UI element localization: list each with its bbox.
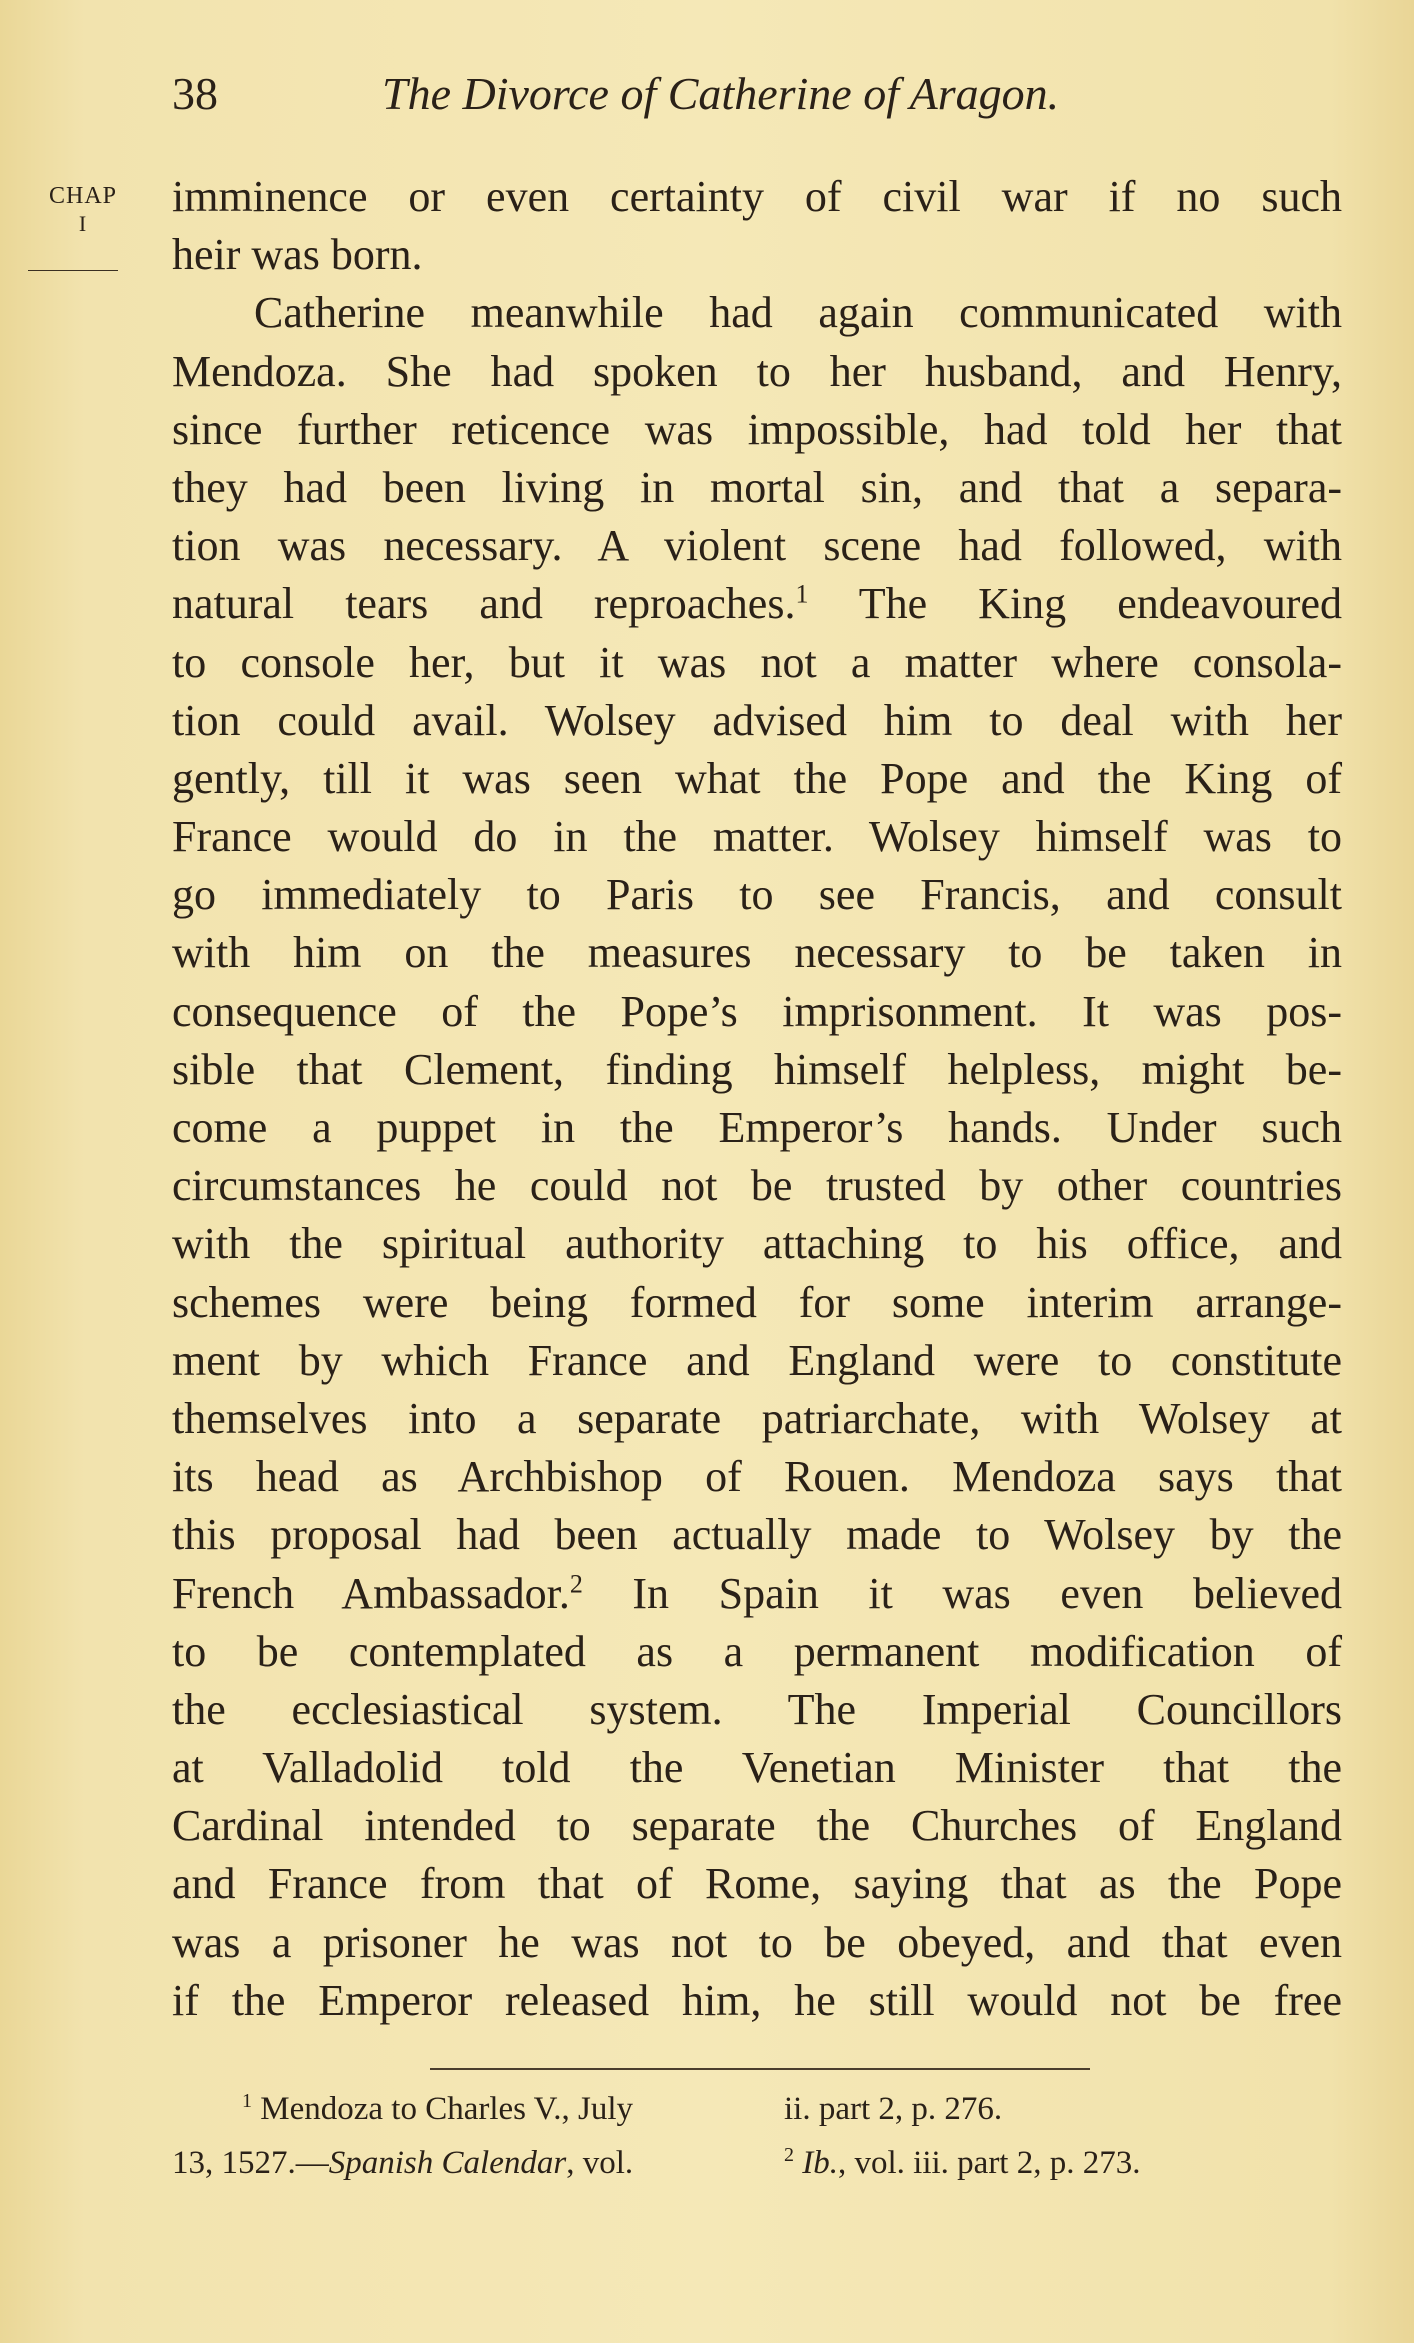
footnote-1-line-1 bbox=[242, 2082, 633, 2136]
footnote-ref-1: 1 bbox=[795, 579, 809, 609]
text-segment: French Ambassador. bbox=[172, 1568, 570, 1618]
text-line: if the Emperor released him, he still would not be free bbox=[172, 1975, 1342, 2025]
running-title: The Divorce of Catherine of Aragon. bbox=[382, 68, 1060, 119]
text-line: heir was born. bbox=[172, 230, 423, 280]
chapter-number: I bbox=[78, 211, 88, 236]
text-line: the ecclesiastical system. The Imperial Councillors bbox=[172, 1684, 1342, 1734]
text-line: its head as Archbishop of Rouen. Mendoza says that bbox=[172, 1452, 1342, 1502]
text-line: go immediately to Paris to see Francis, and consult bbox=[172, 870, 1342, 920]
footnote-ref-2: 2 bbox=[569, 1568, 583, 1598]
text-segment: In Spain it was even believed bbox=[632, 1568, 1343, 1618]
text-line: and France from that of Rome, saying that as the Pope bbox=[172, 1859, 1342, 1909]
text-line: sible that Clement, finding himself helpless, might be- bbox=[172, 1044, 1342, 1094]
footnote-rule bbox=[430, 2068, 1090, 2070]
text-line: schemes were being formed for some interim arrange- bbox=[172, 1277, 1342, 1327]
footnote-1-line-2 bbox=[172, 2136, 633, 2190]
text-line: come a puppet in the Emperor’s hands. Under such bbox=[172, 1103, 1342, 1152]
text-line: they had been living in mortal sin, and that a separa- bbox=[172, 462, 1342, 512]
text-line: consequence of the Pope’s imprisonment. It was pos- bbox=[172, 986, 1342, 1036]
footnote-1-date: 13, 1527.— bbox=[172, 2145, 329, 2181]
text-line: Catherine meanwhile had again communicated with bbox=[254, 288, 1342, 338]
text-segment: The King endeavoured bbox=[858, 579, 1342, 629]
running-head bbox=[172, 64, 1122, 124]
text-line: to console her, but it was not a matter where consola- bbox=[172, 637, 1342, 687]
text-line: with him on the measures necessary to be taken in bbox=[172, 928, 1342, 978]
chapter-margin-note bbox=[28, 182, 138, 238]
footnote-1-continuation: ii. part 2, p. 276. bbox=[784, 2091, 1003, 2127]
text-segment: natural tears and reproaches. bbox=[172, 579, 796, 629]
text-line: this proposal had been actually made to Wolsey by the bbox=[172, 1510, 1342, 1560]
footnote-2-text: , vol. iii. part 2, p. 273. bbox=[838, 2145, 1141, 2181]
body-text bbox=[172, 168, 1342, 2030]
text-line: with the spiritual authority attaching to his office, and bbox=[172, 1219, 1342, 1269]
chapter-label: CHAP bbox=[48, 183, 118, 209]
footnote-2-marker: 2 bbox=[784, 2144, 794, 2166]
text-line: since further reticence was impossible, had told her that bbox=[172, 404, 1342, 454]
footnote-row bbox=[172, 2136, 1342, 2190]
footnotes bbox=[172, 2082, 1342, 2190]
text-line-with-note bbox=[172, 575, 1342, 633]
text-line: gently, till it was seen what the Pope and the King of bbox=[172, 753, 1342, 803]
text-line: themselves into a separate patriarchate, with Wolsey at bbox=[172, 1393, 1342, 1443]
text-line: to be contemplated as a permanent modification of bbox=[172, 1626, 1342, 1676]
text-line: imminence or even certainty of civil war if no such bbox=[172, 172, 1342, 221]
text-line: was a prisoner he was not to be obeyed, and that even bbox=[172, 1917, 1342, 1967]
footnote-1-source-title: Spanish Calendar bbox=[328, 2145, 567, 2181]
text-line: circumstances he could not be trusted by other countries bbox=[172, 1161, 1342, 1211]
text-line: France would do in the matter. Wolsey himself was to bbox=[172, 812, 1342, 862]
text-line: ment by which France and England were to constitute bbox=[172, 1335, 1342, 1385]
text-line: at Valladolid told the Venetian Minister that the bbox=[172, 1743, 1342, 1793]
text-line-with-note bbox=[172, 1565, 1342, 1623]
footnote-1-vol: , vol. bbox=[566, 2145, 634, 2181]
footnote-2-ibid: Ib. bbox=[802, 2145, 838, 2181]
text-line: Cardinal intended to separate the Churches of England bbox=[172, 1801, 1342, 1851]
text-line: tion was necessary. A violent scene had followed, with bbox=[172, 521, 1342, 571]
footnote-2 bbox=[784, 2136, 1140, 2190]
footnote-row bbox=[172, 2082, 1342, 2136]
text-line: tion could avail. Wolsey advised him to deal with her bbox=[172, 695, 1342, 745]
page-number: 38 bbox=[172, 68, 218, 119]
footnote-1-marker: 1 bbox=[242, 2090, 252, 2112]
text-line: Mendoza. She had spoken to her husband, and Henry, bbox=[172, 346, 1342, 396]
footnote-1-text: Mendoza to Charles V., July bbox=[260, 2091, 633, 2127]
margin-rule bbox=[28, 270, 118, 271]
